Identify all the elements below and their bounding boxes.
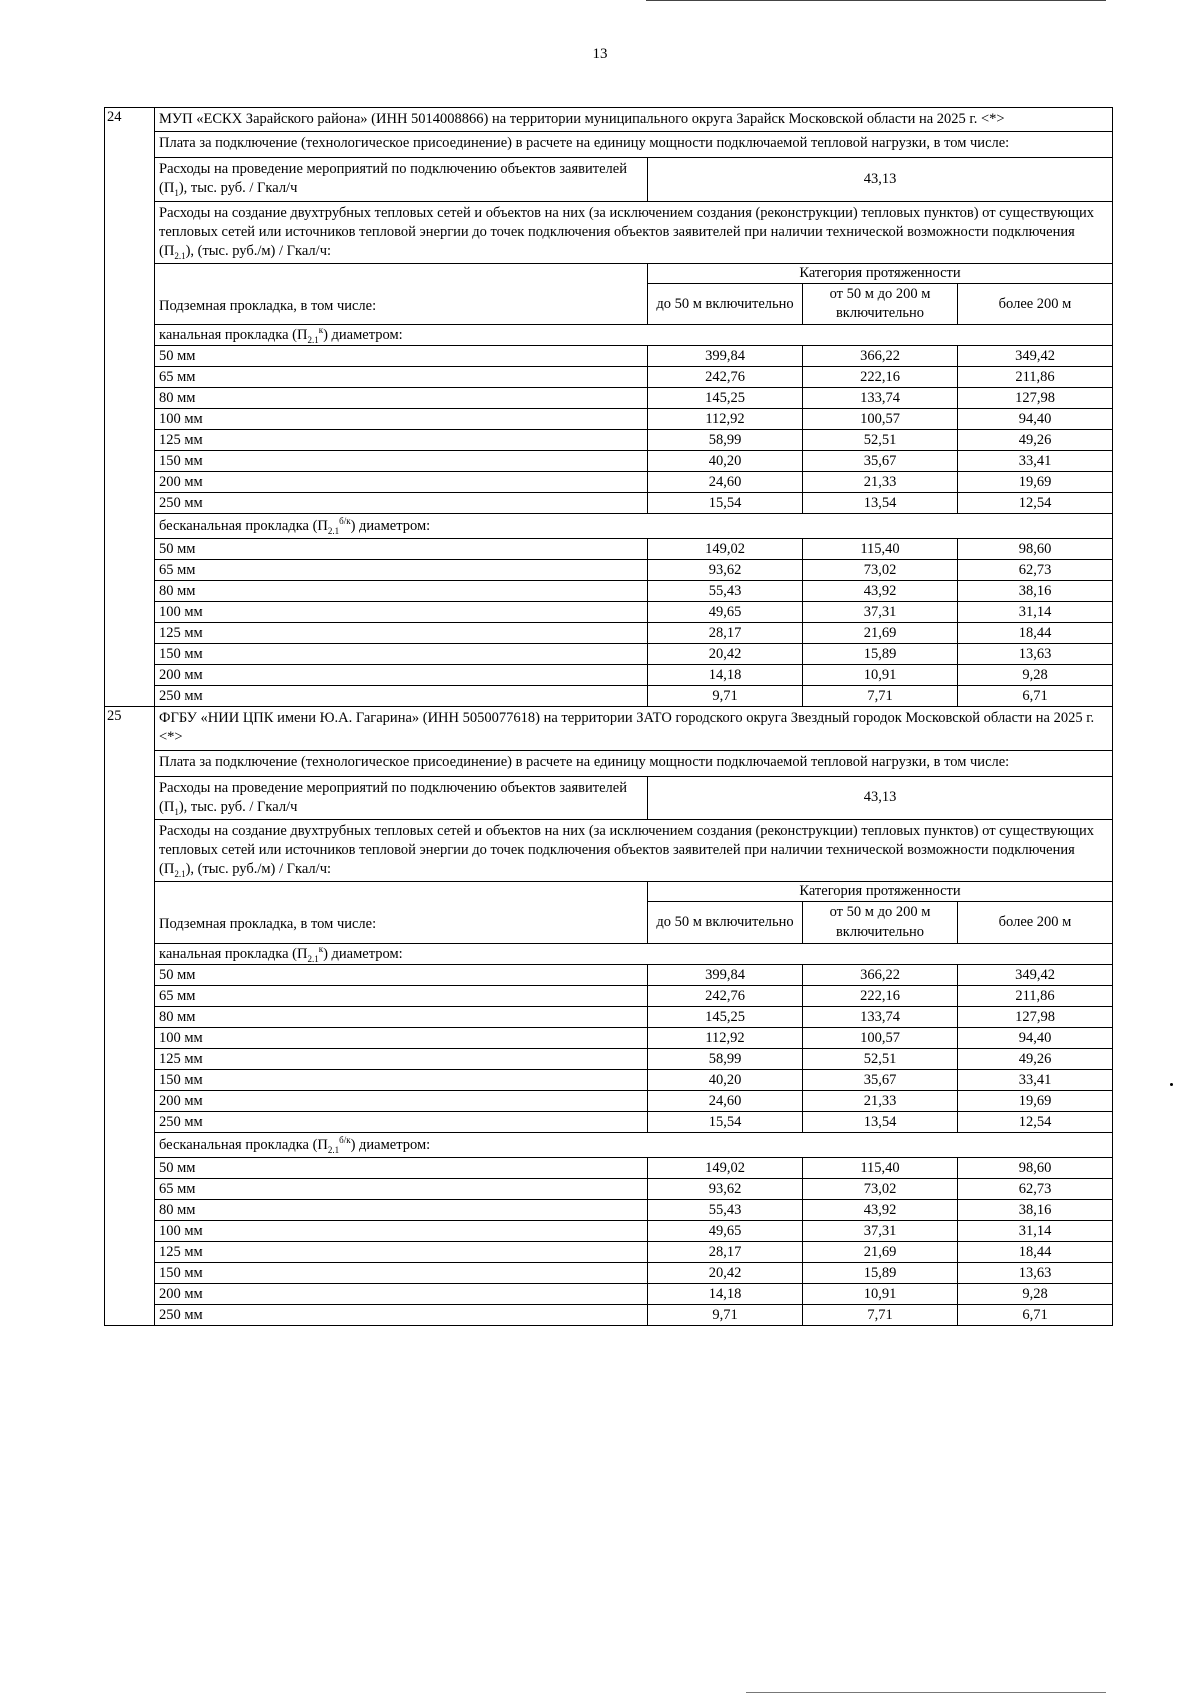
p1-label-sub: 1 xyxy=(174,188,179,199)
diameter-cell: 200 мм xyxy=(155,472,648,493)
value-cell: 40,20 xyxy=(648,1069,803,1090)
table-row xyxy=(105,1178,1113,1199)
table-row xyxy=(105,602,1113,623)
table-row xyxy=(105,1027,1113,1048)
value-cell: 28,17 xyxy=(648,1241,803,1262)
value-cell: 10,91 xyxy=(803,665,958,686)
diameter-cell: 125 мм xyxy=(155,623,648,644)
value-cell: 399,84 xyxy=(648,346,803,367)
value-cell: 13,63 xyxy=(958,644,1113,665)
value-cell: 149,02 xyxy=(648,539,803,560)
diameter-cell: 80 мм xyxy=(155,388,648,409)
channel-label-row xyxy=(105,325,1113,346)
diameter-cell: 100 мм xyxy=(155,1027,648,1048)
p1-label-sub: 1 xyxy=(174,806,179,817)
value-cell: 15,54 xyxy=(648,493,803,514)
value-cell: 10,91 xyxy=(803,1283,958,1304)
channelless-label-row xyxy=(105,1132,1113,1157)
value-cell: 133,74 xyxy=(803,1006,958,1027)
diameter-cell: 100 мм xyxy=(155,409,648,430)
value-cell: 98,60 xyxy=(958,539,1113,560)
table-row xyxy=(105,1241,1113,1262)
p21-intro-text: Расходы на создание двухтрубных тепловых сетей и объектов на них (за исключением создания (реконструкции) тепловых пунктов) от существующих тепловых сетей или источников тепловой энергии до точек подключения объектов заявителей при наличии технической возможности подключения (П xyxy=(159,822,1095,878)
value-cell: 49,65 xyxy=(648,602,803,623)
value-cell: 13,54 xyxy=(803,493,958,514)
diameter-cell: 150 мм xyxy=(155,1069,648,1090)
table-row xyxy=(105,1048,1113,1069)
channel-label xyxy=(155,943,1113,964)
p1-label-text: Расходы на проведение мероприятий по подключению объектов заявителей (П xyxy=(159,779,627,815)
value-cell: 55,43 xyxy=(648,1199,803,1220)
underground-label: Подземная прокладка, в том числе: xyxy=(155,882,648,943)
value-cell: 349,42 xyxy=(958,346,1113,367)
p1-row xyxy=(105,776,1113,819)
channelless-label-suffix: ) диаметром: xyxy=(350,518,431,535)
p1-value: 43,13 xyxy=(648,158,1113,201)
table-row xyxy=(105,430,1113,451)
value-cell: 9,71 xyxy=(648,1304,803,1325)
fee-intro: Плата за подключение (технологическое присоединение) в расчете на единицу мощности подключаемой тепловой нагрузки, в том числе: xyxy=(155,132,1113,158)
value-cell: 127,98 xyxy=(958,1006,1113,1027)
table-row xyxy=(105,560,1113,581)
channel-label-row xyxy=(105,943,1113,964)
diameter-cell: 125 мм xyxy=(155,1241,648,1262)
table-row xyxy=(105,686,1113,707)
value-cell: 37,31 xyxy=(803,602,958,623)
table-row xyxy=(105,1090,1113,1111)
channel-label-sup: к xyxy=(318,943,324,954)
value-cell: 31,14 xyxy=(958,602,1113,623)
section-title: МУП «ЕСКХ Зарайского района» (ИНН 5014008866) на территории муниципального округа Зарайск Московской области на 2025 г. <*> xyxy=(155,108,1113,132)
value-cell: 19,69 xyxy=(958,472,1113,493)
value-cell: 149,02 xyxy=(648,1157,803,1178)
table-row xyxy=(105,388,1113,409)
diameter-cell: 65 мм xyxy=(155,560,648,581)
value-cell: 49,26 xyxy=(958,430,1113,451)
value-cell: 7,71 xyxy=(803,1304,958,1325)
p21-intro xyxy=(155,819,1113,881)
section-title-row xyxy=(105,707,1113,750)
table-row xyxy=(105,472,1113,493)
value-cell: 12,54 xyxy=(958,493,1113,514)
p21-intro-text: Расходы на создание двухтрубных тепловых сетей и объектов на них (за исключением создания (реконструкции) тепловых пунктов) от существующих тепловых сетей или источников тепловой энергии до точек подключения объектов заявителей при наличии технической возможности подключения (П xyxy=(159,204,1095,259)
value-cell: 349,42 xyxy=(958,964,1113,985)
diameter-cell: 250 мм xyxy=(155,686,648,707)
col-header-up-to-50: до 50 м включительно xyxy=(648,902,803,943)
value-cell: 93,62 xyxy=(648,560,803,581)
p1-label xyxy=(155,158,648,201)
value-cell: 18,44 xyxy=(958,1241,1113,1262)
col-header-50-200: от 50 м до 200 м включительно xyxy=(803,902,958,943)
table-row xyxy=(105,1304,1113,1325)
diameter-cell: 100 мм xyxy=(155,602,648,623)
value-cell: 7,71 xyxy=(803,686,958,707)
value-cell: 14,18 xyxy=(648,1283,803,1304)
value-cell: 21,33 xyxy=(803,472,958,493)
p1-label xyxy=(155,776,648,819)
value-cell: 211,86 xyxy=(958,367,1113,388)
col-header-50-200: от 50 м до 200 м включительно xyxy=(803,284,958,325)
channelless-label-text: бесканальная прокладка (П xyxy=(159,1136,328,1153)
value-cell: 24,60 xyxy=(648,472,803,493)
value-cell: 62,73 xyxy=(958,1178,1113,1199)
value-cell: 15,89 xyxy=(803,1262,958,1283)
channel-label-text: канальная прокладка (П xyxy=(159,327,308,344)
value-cell: 58,99 xyxy=(648,1048,803,1069)
channelless-label-sub: 2.1 xyxy=(327,526,340,537)
value-cell: 20,42 xyxy=(648,644,803,665)
table-row xyxy=(105,1262,1113,1283)
section-number: 25 xyxy=(105,707,155,1325)
table-row xyxy=(105,1111,1113,1132)
value-cell: 43,92 xyxy=(803,581,958,602)
value-cell: 100,57 xyxy=(803,409,958,430)
value-cell: 14,18 xyxy=(648,665,803,686)
category-header: Категория протяженности xyxy=(648,882,1113,902)
table-row xyxy=(105,644,1113,665)
value-cell: 21,33 xyxy=(803,1090,958,1111)
diameter-cell: 50 мм xyxy=(155,346,648,367)
bottom-scan-rule xyxy=(746,1692,1106,1693)
value-cell: 73,02 xyxy=(803,1178,958,1199)
value-cell: 211,86 xyxy=(958,985,1113,1006)
category-header-row xyxy=(105,882,1113,902)
diameter-cell: 50 мм xyxy=(155,1157,648,1178)
value-cell: 12,54 xyxy=(958,1111,1113,1132)
value-cell: 94,40 xyxy=(958,409,1113,430)
tariff-table-body xyxy=(105,108,1113,1326)
section-title-row xyxy=(105,108,1113,132)
col-header-up-to-50: до 50 м включительно xyxy=(648,284,803,325)
p1-row xyxy=(105,158,1113,201)
value-cell: 28,17 xyxy=(648,623,803,644)
fee-intro: Плата за подключение (технологическое присоединение) в расчете на единицу мощности подключаемой тепловой нагрузки, в том числе: xyxy=(155,750,1113,776)
diameter-cell: 250 мм xyxy=(155,1111,648,1132)
value-cell: 43,92 xyxy=(803,1199,958,1220)
channel-label-sub: 2.1 xyxy=(307,953,319,964)
channelless-label-row xyxy=(105,514,1113,539)
diameter-cell: 65 мм xyxy=(155,985,648,1006)
table-row xyxy=(105,964,1113,985)
channelless-label-sup: б/к xyxy=(339,516,351,527)
table-row xyxy=(105,623,1113,644)
table-row xyxy=(105,1199,1113,1220)
value-cell: 133,74 xyxy=(803,388,958,409)
value-cell: 98,60 xyxy=(958,1157,1113,1178)
value-cell: 13,54 xyxy=(803,1111,958,1132)
table-row xyxy=(105,409,1113,430)
value-cell: 242,76 xyxy=(648,985,803,1006)
table-row xyxy=(105,1220,1113,1241)
channel-label-sub: 2.1 xyxy=(307,335,319,346)
value-cell: 9,28 xyxy=(958,1283,1113,1304)
channel-label-sup: к xyxy=(318,325,324,336)
diameter-cell: 150 мм xyxy=(155,644,648,665)
value-cell: 35,67 xyxy=(803,451,958,472)
section-title: ФГБУ «НИИ ЦПК имени Ю.А. Гагарина» (ИНН 5050077618) на территории ЗАТО городского округа Звездный городок Московской области на 2025 г. <*> xyxy=(155,707,1113,750)
value-cell: 94,40 xyxy=(958,1027,1113,1048)
channelless-label-sup: б/к xyxy=(339,1134,351,1145)
diameter-cell: 200 мм xyxy=(155,1283,648,1304)
category-header: Категория протяженности xyxy=(648,263,1113,283)
value-cell: 40,20 xyxy=(648,451,803,472)
diameter-cell: 250 мм xyxy=(155,493,648,514)
channelless-label-text: бесканальная прокладка (П xyxy=(159,518,328,535)
top-scan-rule xyxy=(646,0,1106,1)
value-cell: 18,44 xyxy=(958,623,1113,644)
value-cell: 62,73 xyxy=(958,560,1113,581)
p21-intro-unit: ), (тыс. руб./м) / Гкал/ч: xyxy=(185,861,332,878)
diameter-cell: 80 мм xyxy=(155,581,648,602)
table-row xyxy=(105,493,1113,514)
value-cell: 222,16 xyxy=(803,367,958,388)
value-cell: 15,54 xyxy=(648,1111,803,1132)
value-cell: 242,76 xyxy=(648,367,803,388)
table-row xyxy=(105,367,1113,388)
value-cell: 9,71 xyxy=(648,686,803,707)
value-cell: 145,25 xyxy=(648,388,803,409)
value-cell: 37,31 xyxy=(803,1220,958,1241)
tariff-table xyxy=(104,107,1113,1326)
fee-intro-row xyxy=(105,750,1113,776)
value-cell: 33,41 xyxy=(958,1069,1113,1090)
value-cell: 33,41 xyxy=(958,451,1113,472)
value-cell: 20,42 xyxy=(648,1262,803,1283)
diameter-cell: 200 мм xyxy=(155,1090,648,1111)
channel-label xyxy=(155,325,1113,346)
value-cell: 24,60 xyxy=(648,1090,803,1111)
channel-label-text: канальная прокладка (П xyxy=(159,945,308,962)
value-cell: 31,14 xyxy=(958,1220,1113,1241)
diameter-cell: 150 мм xyxy=(155,1262,648,1283)
value-cell: 52,51 xyxy=(803,430,958,451)
p1-label-unit: ), тыс. руб. / Гкал/ч xyxy=(178,180,298,197)
col-header-over-200: более 200 м xyxy=(958,284,1113,325)
value-cell: 112,92 xyxy=(648,409,803,430)
p1-label-text: Расходы на проведение мероприятий по подключению объектов заявителей (П xyxy=(159,161,627,197)
p21-intro-sub: 2.1 xyxy=(174,250,186,261)
p21-intro-row xyxy=(105,201,1113,263)
table-row xyxy=(105,1157,1113,1178)
value-cell: 19,69 xyxy=(958,1090,1113,1111)
value-cell: 13,63 xyxy=(958,1262,1113,1283)
value-cell: 100,57 xyxy=(803,1027,958,1048)
diameter-cell: 125 мм xyxy=(155,430,648,451)
value-cell: 9,28 xyxy=(958,665,1113,686)
table-row xyxy=(105,1006,1113,1027)
value-cell: 145,25 xyxy=(648,1006,803,1027)
diameter-cell: 100 мм xyxy=(155,1220,648,1241)
p21-intro xyxy=(155,201,1113,263)
diameter-cell: 65 мм xyxy=(155,367,648,388)
value-cell: 21,69 xyxy=(803,1241,958,1262)
table-row xyxy=(105,1283,1113,1304)
diameter-cell: 80 мм xyxy=(155,1199,648,1220)
value-cell: 93,62 xyxy=(648,1178,803,1199)
p21-intro-row xyxy=(105,819,1113,881)
value-cell: 222,16 xyxy=(803,985,958,1006)
value-cell: 399,84 xyxy=(648,964,803,985)
value-cell: 6,71 xyxy=(958,686,1113,707)
diameter-cell: 250 мм xyxy=(155,1304,648,1325)
diameter-cell: 50 мм xyxy=(155,964,648,985)
p1-label-unit: ), тыс. руб. / Гкал/ч xyxy=(178,798,298,815)
category-header-row xyxy=(105,263,1113,283)
value-cell: 15,89 xyxy=(803,644,958,665)
underground-label: Подземная прокладка, в том числе: xyxy=(155,263,648,324)
fee-intro-row xyxy=(105,132,1113,158)
channel-label-suffix: ) диаметром: xyxy=(323,945,403,962)
value-cell: 38,16 xyxy=(958,1199,1113,1220)
col-header-over-200: более 200 м xyxy=(958,902,1113,943)
channelless-label-suffix: ) диаметром: xyxy=(350,1136,431,1153)
value-cell: 58,99 xyxy=(648,430,803,451)
scan-mark xyxy=(1170,1083,1173,1086)
table-row xyxy=(105,451,1113,472)
value-cell: 366,22 xyxy=(803,346,958,367)
table-row xyxy=(105,346,1113,367)
table-row xyxy=(105,539,1113,560)
value-cell: 6,71 xyxy=(958,1304,1113,1325)
diameter-cell: 80 мм xyxy=(155,1006,648,1027)
value-cell: 55,43 xyxy=(648,581,803,602)
channelless-label xyxy=(155,1132,1113,1157)
table-row xyxy=(105,1069,1113,1090)
p21-intro-sub: 2.1 xyxy=(174,869,186,880)
value-cell: 35,67 xyxy=(803,1069,958,1090)
value-cell: 115,40 xyxy=(803,1157,958,1178)
value-cell: 115,40 xyxy=(803,539,958,560)
channelless-label-sub: 2.1 xyxy=(327,1144,340,1155)
value-cell: 49,26 xyxy=(958,1048,1113,1069)
value-cell: 49,65 xyxy=(648,1220,803,1241)
value-cell: 38,16 xyxy=(958,581,1113,602)
value-cell: 366,22 xyxy=(803,964,958,985)
p21-intro-unit: ), (тыс. руб./м) / Гкал/ч: xyxy=(185,242,332,259)
value-cell: 73,02 xyxy=(803,560,958,581)
diameter-cell: 200 мм xyxy=(155,665,648,686)
table-row xyxy=(105,665,1113,686)
diameter-cell: 125 мм xyxy=(155,1048,648,1069)
channel-label-suffix: ) диаметром: xyxy=(323,327,403,344)
value-cell: 21,69 xyxy=(803,623,958,644)
value-cell: 52,51 xyxy=(803,1048,958,1069)
table-row xyxy=(105,581,1113,602)
value-cell: 127,98 xyxy=(958,388,1113,409)
diameter-cell: 50 мм xyxy=(155,539,648,560)
page-number: 13 xyxy=(592,46,608,62)
p1-value: 43,13 xyxy=(648,776,1113,819)
diameter-cell: 65 мм xyxy=(155,1178,648,1199)
table-row xyxy=(105,985,1113,1006)
diameter-cell: 150 мм xyxy=(155,451,648,472)
value-cell: 112,92 xyxy=(648,1027,803,1048)
section-number: 24 xyxy=(105,108,155,707)
channelless-label xyxy=(155,514,1113,539)
